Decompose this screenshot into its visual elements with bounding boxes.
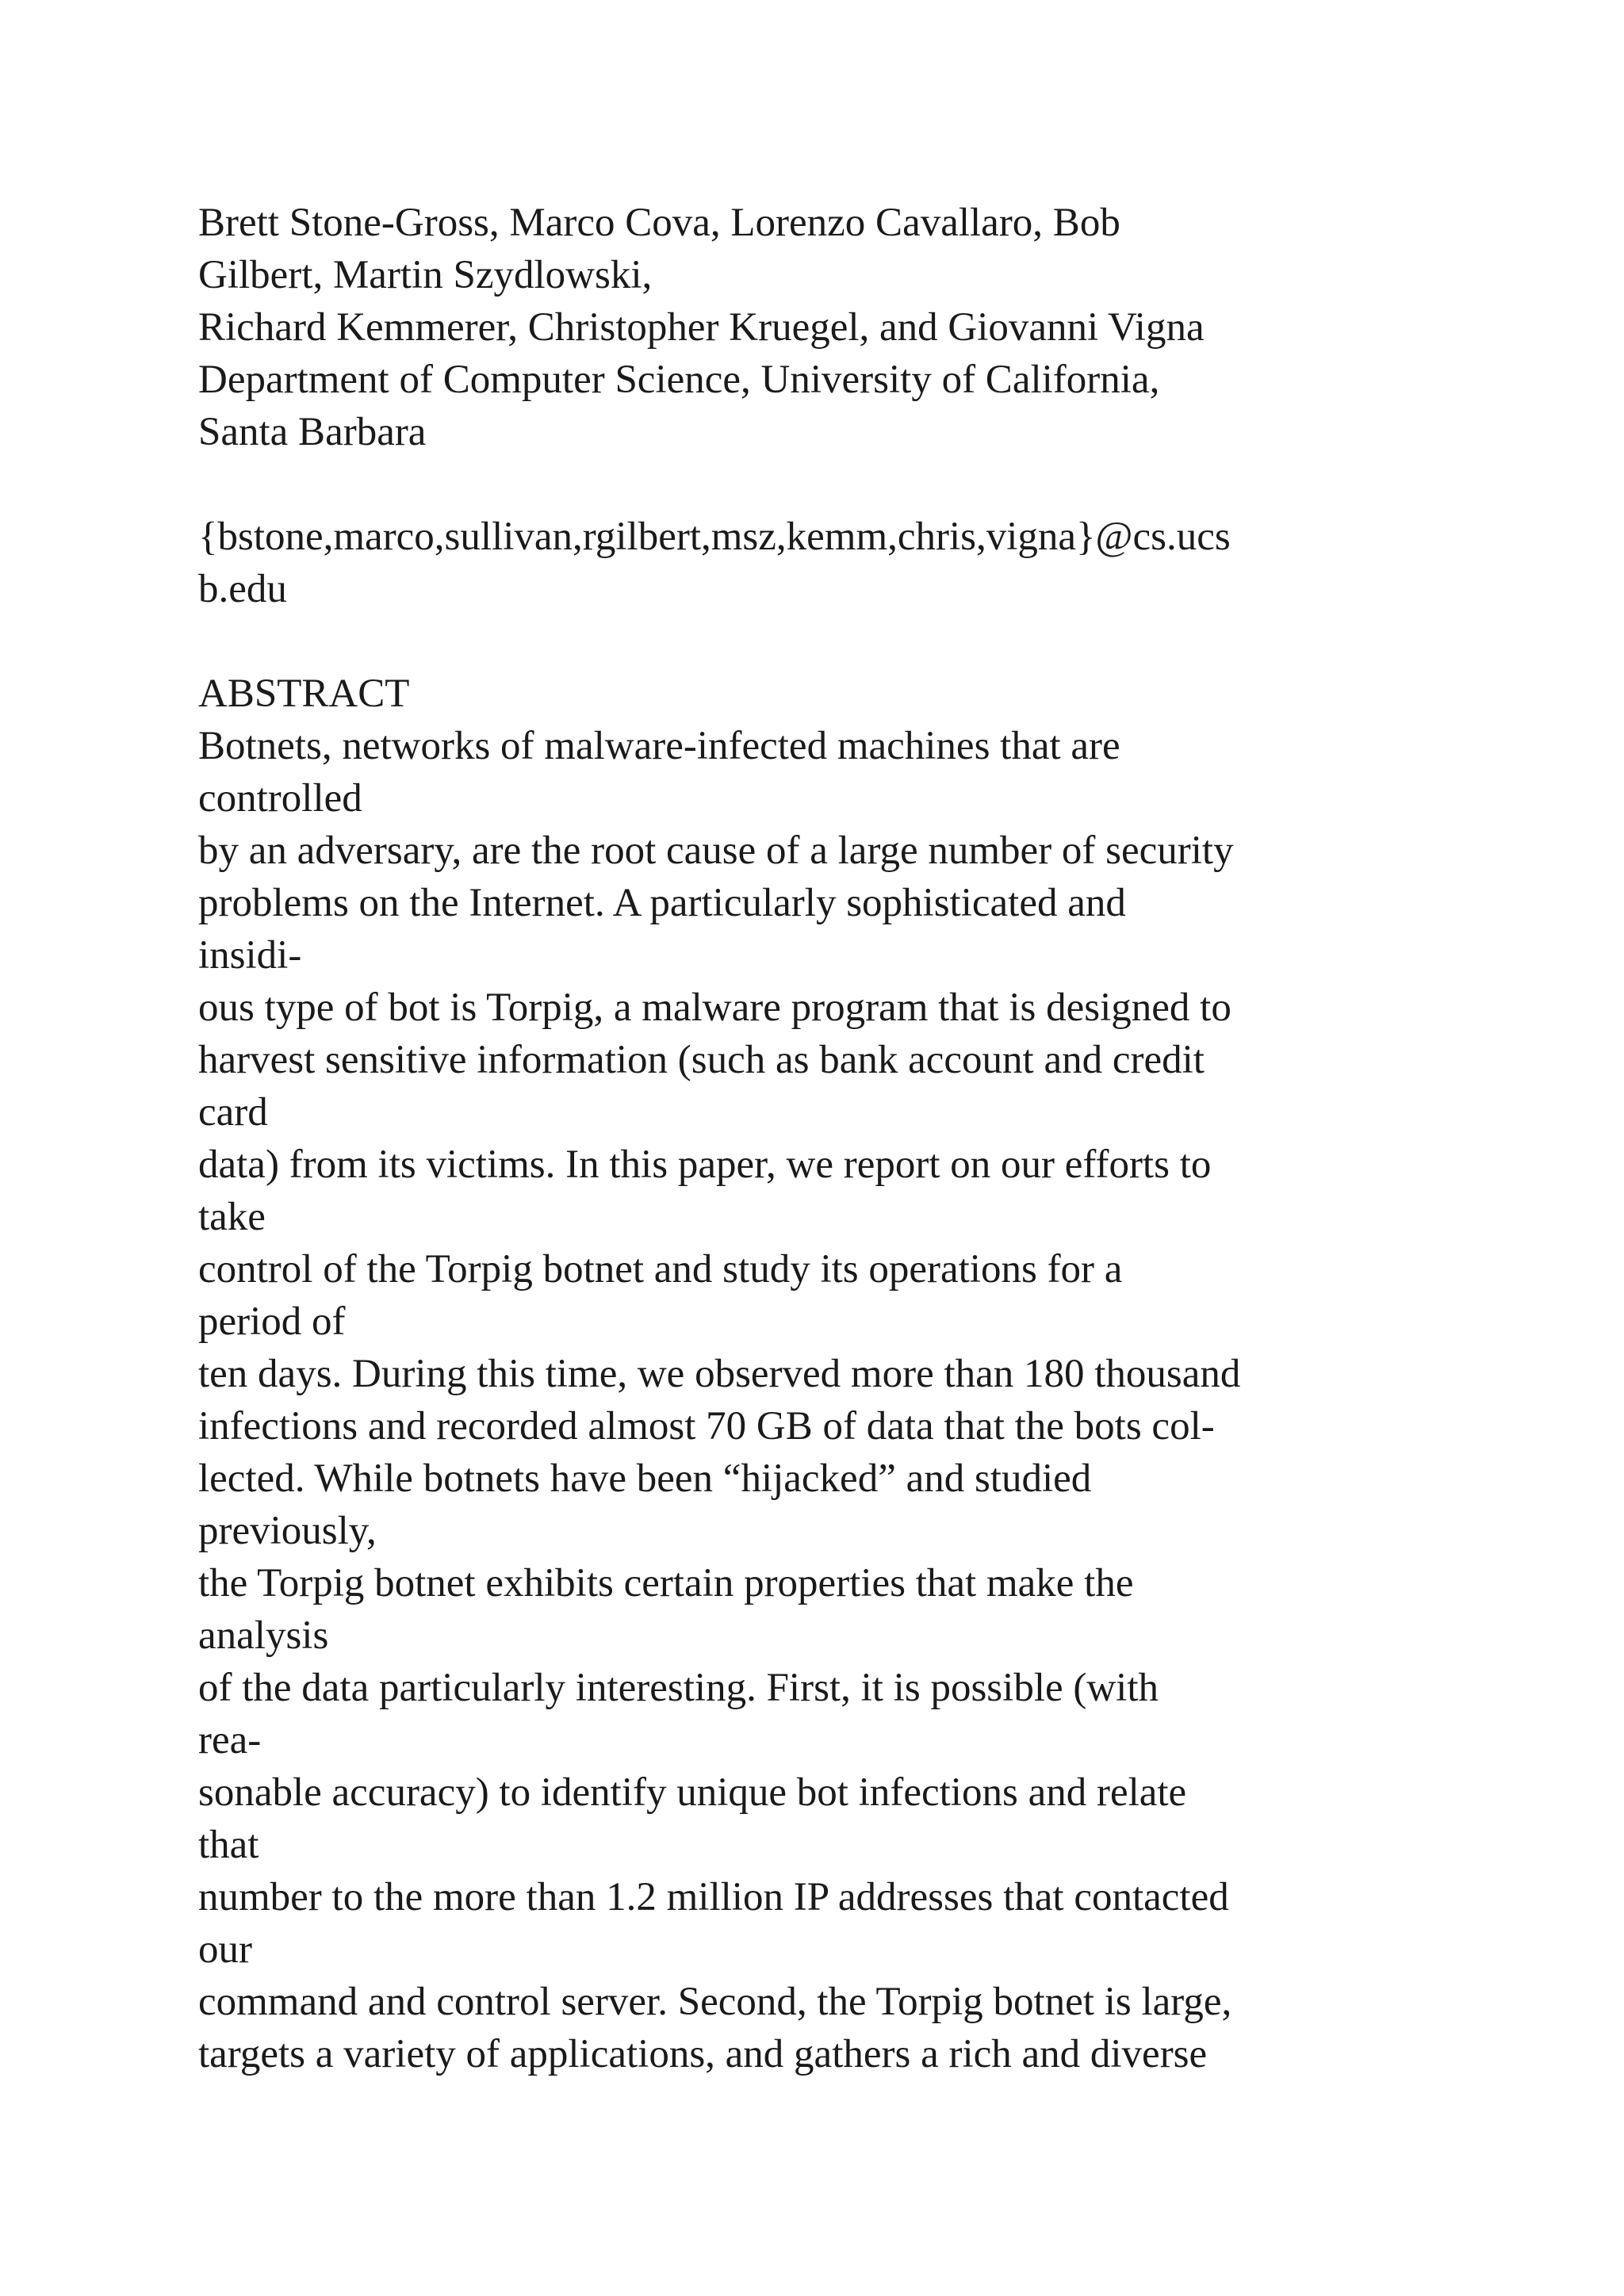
author-block [198,197,1546,458]
abstract-line: harvest sensitive information (such as bank account and credit [198,1038,1205,1082]
abstract-line: targets a variety of applications, and gathers a rich and diverse [198,2032,1208,2076]
abstract-line: command and control server. Second, the Torpig botnet is large, [198,1980,1232,2024]
abstract-line: control of the Torpig botnet and study its operations for a [198,1247,1123,1292]
abstract-line: period of [198,1299,346,1344]
affiliation-line: Santa Barbara [198,410,427,454]
abstract-line: by an adversary, are the root cause of a large number of security [198,828,1234,873]
abstract-heading: ABSTRACT [198,672,410,716]
abstract-line: problems on the Internet. A particularly sophisticated and [198,881,1126,925]
abstract-line: controlled [198,776,362,821]
abstract-line: rea- [198,1718,262,1762]
abstract-line: lected. While botnets have been “hijacked” and studied [198,1456,1092,1501]
abstract-line: of the data particularly interesting. First, it is possible (with [198,1666,1159,1710]
abstract-line: Botnets, networks of malware-infected machines that are [198,724,1120,768]
abstract-line: card [198,1090,268,1135]
email-block [198,511,1546,615]
abstract-line: analysis [198,1613,329,1658]
spacer [198,615,1546,668]
email-line: {bstone,marco,sullivan,rgilbert,msz,kemm,chris,vigna}@cs.ucs [198,515,1231,559]
authors-line: Richard Kemmerer, Christopher Kruegel, and Giovanni Vigna [198,305,1205,350]
abstract-line: number to the more than 1.2 million IP addresses that contacted [198,1875,1229,1919]
abstract-line: the Torpig botnet exhibits certain properties that make the [198,1561,1134,1605]
email-line: b.edu [198,567,287,611]
affiliation-line: Department of Computer Science, University of California, [198,358,1160,402]
abstract-line: our [198,1927,252,1972]
spacer [198,458,1546,511]
abstract-line: insidi- [198,933,302,978]
document-page [198,197,1546,2080]
abstract-line: infections and recorded almost 70 GB of data that the bots col- [198,1404,1215,1448]
abstract-body [198,720,1546,2080]
authors-line: Brett Stone-Gross, Marco Cova, Lorenzo Cavallaro, Bob [198,201,1120,245]
abstract-line: that [198,1823,259,1867]
abstract-line: ous type of bot is Torpig, a malware program that is designed to [198,985,1231,1030]
abstract-line: data) from its victims. In this paper, we report on our efforts to [198,1142,1212,1187]
authors-line: Gilbert, Martin Szydlowski, [198,253,653,297]
abstract-line: ten days. During this time, we observed more than 180 thousand [198,1352,1241,1396]
abstract-line: take [198,1195,266,1239]
abstract-line: sonable accuracy) to identify unique bot infections and relate [198,1770,1187,1815]
abstract-section [198,668,1546,2080]
abstract-line: previously, [198,1509,377,1553]
